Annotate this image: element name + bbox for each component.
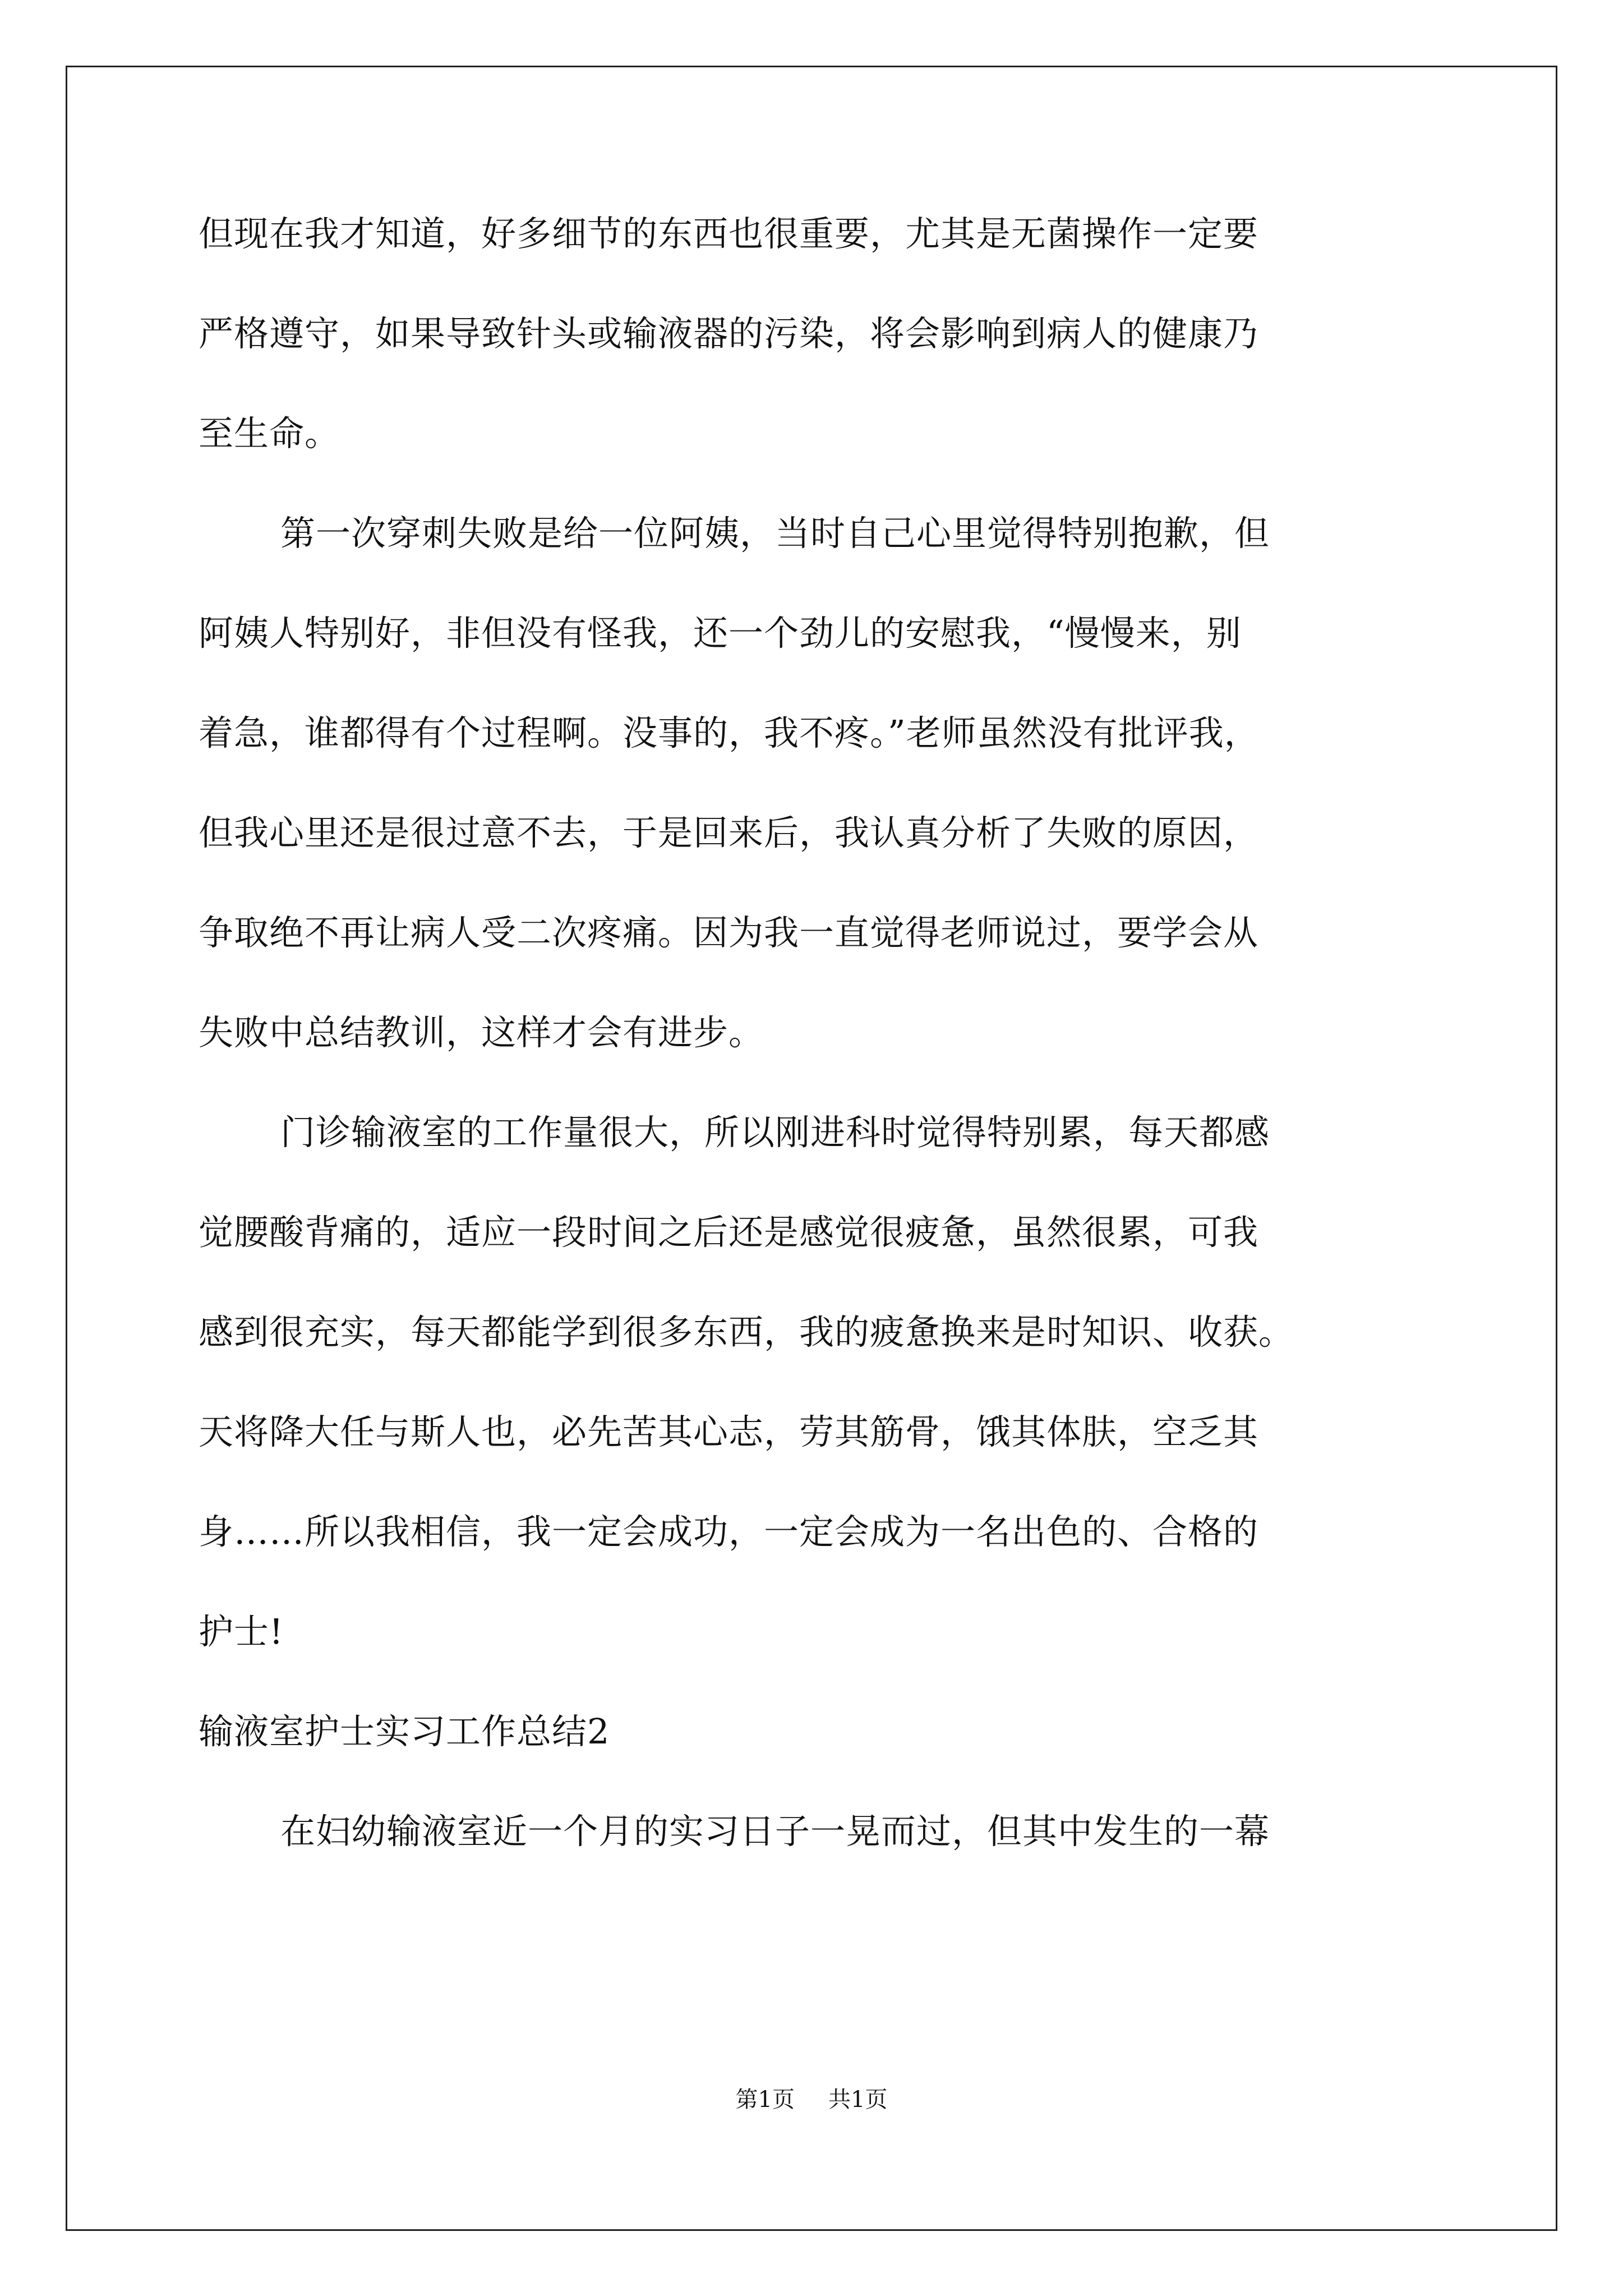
page-number: 第1页 [735,2087,795,2113]
text-line: 阿姨人特别好，非但没有怪我，还一个劲儿的安慰我，“慢慢来，别 [199,613,1242,654]
text-line: 感到很充实，每天都能学到很多东西，我的疲惫换来是时知识、收获。 [199,1312,1294,1352]
text-line: 第一次穿刺失败是给一位阿姨，当时自己心里觉得特别抱歉，但 [280,513,1270,554]
text-line: 身……所以我相信，我一定会成功，一定会成为一名出色的、合格的 [199,1511,1259,1552]
text-line: 严格遵守，如果导致针头或输液器的污染，将会影响到病人的健康乃 [199,313,1259,354]
text-line: 着急，谁都得有个过程啊。没事的，我不疼。”老师虽然没有批评我， [199,712,1260,753]
section-heading: 输液室护士实习工作总结2 [199,1711,610,1752]
text-line: 但我心里还是很过意不去，于是回来后，我认真分析了失败的原因， [199,812,1259,853]
text-line: 护士! [199,1611,284,1652]
text-line: 门诊输液室的工作量很大，所以刚进科时觉得特别累，每天都感 [280,1112,1270,1153]
text-line: 但现在我才知道，好多细节的东西也很重要，尤其是无菌操作一定要 [199,213,1259,254]
text-line: 争取绝不再让病人受二次疼痛。因为我一直觉得老师说过，要学会从 [199,912,1259,953]
text-line: 至生命。 [199,413,340,454]
text-line: 天将降大任与斯人也，必先苦其心志，劳其筋骨，饿其体肤，空乏其 [199,1411,1259,1452]
text-line: 失败中总结教训，这样才会有进步。 [199,1012,764,1053]
text-line: 在妇幼输液室近一个月的实习日子一晃而过，但其中发生的一幕 [280,1811,1270,1852]
text-line: 觉腰酸背痛的，适应一段时间之后还是感觉很疲惫，虽然很累，可我 [199,1212,1259,1253]
page-total: 共1页 [828,2087,888,2113]
page-footer [0,2083,1623,2116]
